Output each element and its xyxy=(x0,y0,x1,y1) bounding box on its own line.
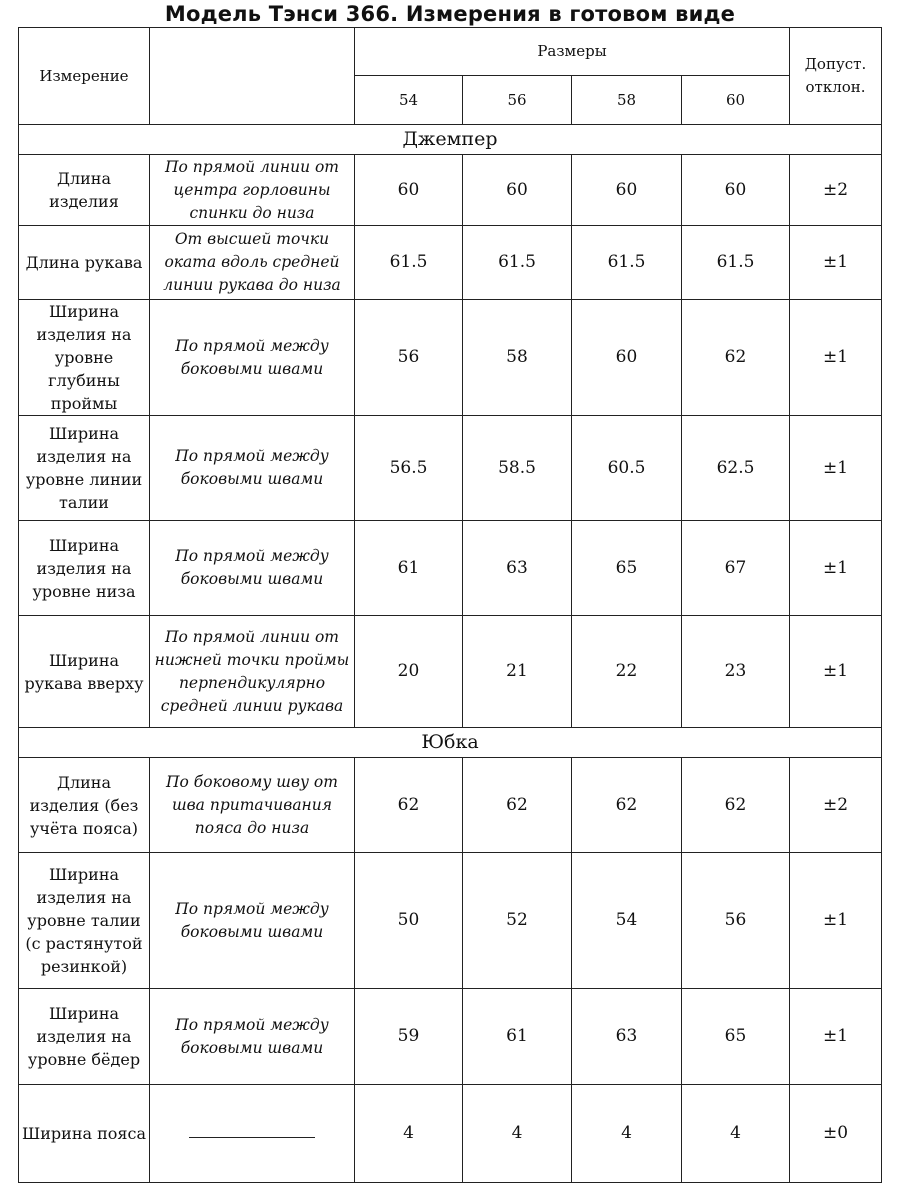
row-value: 62.5 xyxy=(682,416,790,521)
row-value: 54 xyxy=(572,853,682,989)
row-value: 62 xyxy=(355,758,463,853)
header-sizes: Размеры xyxy=(355,28,790,76)
table-row xyxy=(19,521,882,616)
row-value: 60.5 xyxy=(572,416,682,521)
row-value: 67 xyxy=(682,521,790,616)
row-method: По прямой между боковыми швами xyxy=(150,521,355,616)
table-row xyxy=(19,989,882,1085)
row-value: 59 xyxy=(355,989,463,1085)
row-name: Длина изделия xyxy=(19,155,150,226)
header-measurement: Измерение xyxy=(19,28,150,125)
row-value: 58.5 xyxy=(463,416,572,521)
row-method: От высшей точки оката вдоль средней линии рукава до низа xyxy=(150,226,355,300)
row-value: 21 xyxy=(463,616,572,728)
row-value: 56 xyxy=(682,853,790,989)
row-tolerance: ±1 xyxy=(790,300,882,416)
row-tolerance: ±2 xyxy=(790,758,882,853)
row-name: Ширина пояса xyxy=(19,1085,150,1183)
row-value: 60 xyxy=(463,155,572,226)
row-name: Длина рукава xyxy=(19,226,150,300)
row-value: 60 xyxy=(572,300,682,416)
row-value: 4 xyxy=(682,1085,790,1183)
table-row xyxy=(19,416,882,521)
row-value: 61 xyxy=(355,521,463,616)
row-tolerance: ±1 xyxy=(790,616,882,728)
row-value: 23 xyxy=(682,616,790,728)
row-value: 22 xyxy=(572,616,682,728)
section-title-jumper: Джемпер xyxy=(19,125,882,155)
row-name: Ширина рукава вверху xyxy=(19,616,150,728)
header-description xyxy=(150,28,355,125)
row-value: 62 xyxy=(682,758,790,853)
row-value: 56 xyxy=(355,300,463,416)
row-tolerance: ±1 xyxy=(790,226,882,300)
table-row xyxy=(19,226,882,300)
row-value: 62 xyxy=(463,758,572,853)
row-method: По прямой линии от нижней точки проймы перпендикулярно средней линии рукава xyxy=(150,616,355,728)
header-size: 60 xyxy=(682,76,790,125)
row-value: 60 xyxy=(355,155,463,226)
row-value: 58 xyxy=(463,300,572,416)
row-value: 65 xyxy=(682,989,790,1085)
row-value: 60 xyxy=(682,155,790,226)
table-row xyxy=(19,1085,882,1183)
row-value: 61.5 xyxy=(463,226,572,300)
row-value: 61.5 xyxy=(355,226,463,300)
header-size: 54 xyxy=(355,76,463,125)
row-tolerance: ±1 xyxy=(790,853,882,989)
row-value: 61 xyxy=(463,989,572,1085)
row-method: По прямой между боковыми швами xyxy=(150,853,355,989)
page-title: Модель Тэнси 366. Измерения в готовом виде xyxy=(164,2,736,26)
measurements-table xyxy=(18,27,882,1183)
row-value: 61.5 xyxy=(572,226,682,300)
row-value: 4 xyxy=(355,1085,463,1183)
row-value: 62 xyxy=(572,758,682,853)
row-value: 65 xyxy=(572,521,682,616)
table-row xyxy=(19,616,882,728)
row-method: По прямой между боковыми швами xyxy=(150,989,355,1085)
section-title-skirt: Юбка xyxy=(19,728,882,758)
row-tolerance: ±1 xyxy=(790,521,882,616)
table-row xyxy=(19,155,882,226)
header-tolerance: Допуст. отклон. xyxy=(790,28,882,125)
row-tolerance: ±0 xyxy=(790,1085,882,1183)
row-value: 63 xyxy=(572,989,682,1085)
row-method-empty xyxy=(150,1085,355,1183)
row-value: 4 xyxy=(572,1085,682,1183)
row-name: Ширина изделия на уровне линии талии xyxy=(19,416,150,521)
row-value: 63 xyxy=(463,521,572,616)
row-value: 56.5 xyxy=(355,416,463,521)
header-size: 56 xyxy=(463,76,572,125)
row-value: 60 xyxy=(572,155,682,226)
row-name: Ширина изделия на уровне бёдер xyxy=(19,989,150,1085)
row-value: 50 xyxy=(355,853,463,989)
row-tolerance: ±1 xyxy=(790,989,882,1085)
row-value: 62 xyxy=(682,300,790,416)
row-value: 4 xyxy=(463,1085,572,1183)
row-name: Ширина изделия на уровне низа xyxy=(19,521,150,616)
row-tolerance: ±1 xyxy=(790,416,882,521)
row-tolerance: ±2 xyxy=(790,155,882,226)
row-value: 52 xyxy=(463,853,572,989)
row-name: Ширина изделия на уровне глубины проймы xyxy=(19,300,150,416)
row-value: 20 xyxy=(355,616,463,728)
table-row xyxy=(19,300,882,416)
header-size: 58 xyxy=(572,76,682,125)
table-row xyxy=(19,853,882,989)
row-name: Длина изделия (без учёта пояса) xyxy=(19,758,150,853)
row-name: Ширина изделия на уровне талии (с растянутой резинкой) xyxy=(19,853,150,989)
table-row xyxy=(19,758,882,853)
row-method: По прямой линии от центра горловины спинки до низа xyxy=(150,155,355,226)
blank-line xyxy=(189,1123,315,1138)
row-method: По прямой между боковыми швами xyxy=(150,300,355,416)
row-method: По боковому шву от шва притачивания пояса до низа xyxy=(150,758,355,853)
row-value: 61.5 xyxy=(682,226,790,300)
row-method: По прямой между боковыми швами xyxy=(150,416,355,521)
